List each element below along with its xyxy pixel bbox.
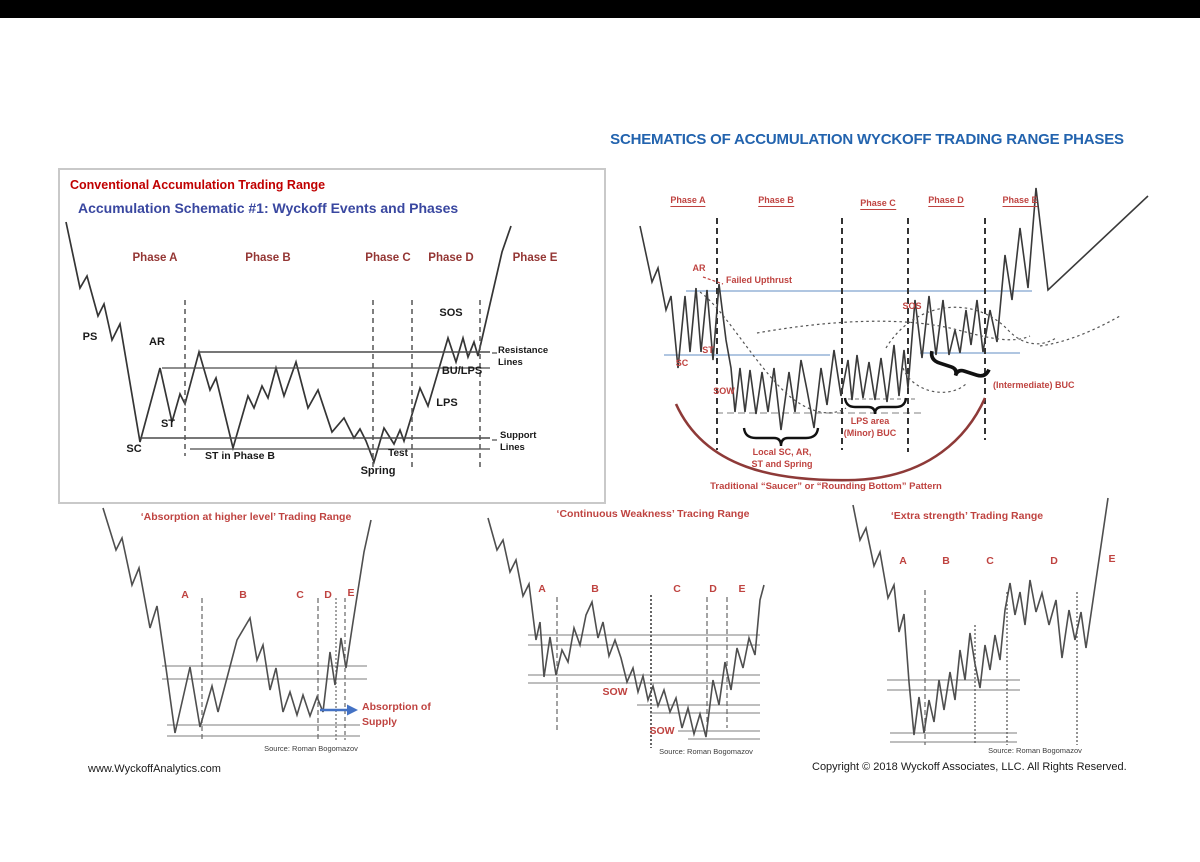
event-ps: PS	[82, 331, 98, 343]
event-lps: LPS	[436, 397, 458, 409]
absorption-note-line1: Absorption of	[362, 701, 431, 713]
phase-boundaries	[557, 595, 727, 748]
saucer-curve	[676, 398, 985, 480]
support-label-line2: Lines	[500, 442, 525, 453]
panel1-phase-d: Phase D	[428, 252, 474, 264]
panel2-phase-e-text: Phase E	[1002, 195, 1038, 205]
absorption-chart	[103, 508, 371, 740]
panel2-st: ST	[702, 345, 714, 355]
right-arrow-icon	[320, 705, 358, 716]
panel1-phase-c: Phase C	[365, 252, 411, 264]
panel2-lps-area-line2: (Minor) BUC	[843, 428, 897, 438]
weakness-sow-upper: SOW	[602, 686, 628, 698]
phase-boundaries	[202, 598, 345, 740]
absorption-phase-b: B	[239, 589, 247, 601]
absorption-title: ‘Absorption at higher level’ Trading Range	[140, 511, 352, 523]
phase-boundaries	[925, 590, 1077, 745]
absorption-phase-a: A	[181, 589, 189, 601]
panel2-local-line2: ST and Spring	[751, 459, 813, 469]
event-sc: SC	[126, 443, 142, 455]
resistance-label-line2: Lines	[498, 357, 523, 368]
panel1-phase-b: Phase B	[245, 252, 291, 264]
strength-phase-e: E	[1108, 553, 1116, 565]
weakness-source: Source: Roman Bogomazov	[659, 747, 753, 756]
panel1-heading-red: Conventional Accumulation Trading Range	[70, 178, 326, 192]
weakness-chart	[488, 518, 764, 748]
weakness-phase-a: A	[538, 583, 546, 595]
strength-phase-d: D	[1050, 555, 1058, 567]
panel2-ar: AR	[692, 263, 706, 273]
weakness-phase-c: C	[673, 583, 681, 595]
curly-brace-local-sc	[744, 428, 818, 446]
absorption-phase-e: E	[347, 587, 355, 599]
event-test: Test	[388, 448, 408, 459]
resistance-label-line1: Resistance	[498, 345, 549, 356]
panel2-caption: Traditional “Saucer” or “Rounding Bottom” Pattern	[710, 481, 942, 492]
panel2-failed-upthrust: Failed Upthrust	[726, 275, 793, 285]
panel2-phase-b	[758, 196, 794, 205]
panel1-phase-e: Phase E	[512, 252, 558, 264]
panel2-phase-a-text: Phase A	[670, 195, 706, 205]
event-st-in-phase-b: ST in Phase B	[204, 450, 276, 462]
panel2-sos: SOS	[902, 301, 922, 311]
panel2-phase-d	[928, 196, 964, 205]
weakness-sow-lower: SOW	[649, 725, 675, 737]
panel2-sow: SOW	[713, 386, 735, 396]
slide-title: SCHEMATICS OF ACCUMULATION WYCKOFF TRADING RANGE PHASES	[610, 131, 1124, 148]
absorption-phase-c: C	[296, 589, 304, 601]
panel1-heading-blue: Accumulation Schematic #1: Wyckoff Events and Phases	[78, 200, 459, 216]
curly-brace-lps-area	[845, 398, 906, 414]
weakness-phase-e: E	[738, 583, 746, 595]
panel2-phase-c	[860, 199, 896, 208]
price-line	[103, 508, 371, 733]
footer-copyright: Copyright © 2018 Wyckoff Associates, LLC. All Rights Reserved.	[812, 761, 1127, 773]
panel2-sc: SC	[675, 358, 689, 368]
failed-upthrust-pointer	[703, 277, 723, 284]
event-ar: AR	[149, 336, 165, 348]
strength-title: ‘Extra strength’ Trading Range	[890, 510, 1044, 522]
panel2-phase-b-text: Phase B	[758, 195, 794, 205]
event-sos: SOS	[439, 307, 463, 319]
panel2-phase-d-text: Phase D	[928, 195, 964, 205]
event-spring: Spring	[360, 465, 396, 477]
price-line	[488, 518, 764, 737]
strength-chart	[853, 498, 1108, 745]
strength-source: Source: Roman Bogomazov	[988, 746, 1082, 755]
absorption-note-line2: Supply	[362, 716, 398, 728]
absorption-source: Source: Roman Bogomazov	[264, 744, 358, 753]
event-bu-lps: BU/LPS	[441, 365, 483, 377]
price-line	[853, 498, 1108, 735]
panel2-lps-area-line1: LPS area	[850, 416, 890, 426]
strength-phase-a: A	[899, 555, 907, 567]
panel1-phase-a: Phase A	[132, 252, 178, 264]
panel2-local-line1: Local SC, AR,	[752, 447, 812, 457]
event-st: ST	[160, 418, 176, 430]
weakness-phase-d: D	[709, 583, 717, 595]
panel2-phase-c-text: Phase C	[860, 198, 896, 208]
absorption-phase-d: D	[324, 589, 332, 601]
strength-phase-b: B	[942, 555, 950, 567]
panel2-phase-a	[670, 196, 705, 205]
footer-website: www.WyckoffAnalytics.com	[88, 763, 221, 775]
panel2-intermediate-buc: (Intermediate) BUC	[993, 380, 1075, 390]
strength-phase-c: C	[986, 555, 994, 567]
phase-boundaries	[185, 300, 483, 468]
support-label-line1: Support	[500, 430, 537, 441]
curly-brace-intermediate-buc	[927, 351, 989, 385]
panel2-phase-e	[1002, 196, 1037, 205]
weakness-phase-b: B	[591, 583, 599, 595]
weakness-title: ‘Continuous Weakness’ Tracing Range	[556, 508, 750, 520]
